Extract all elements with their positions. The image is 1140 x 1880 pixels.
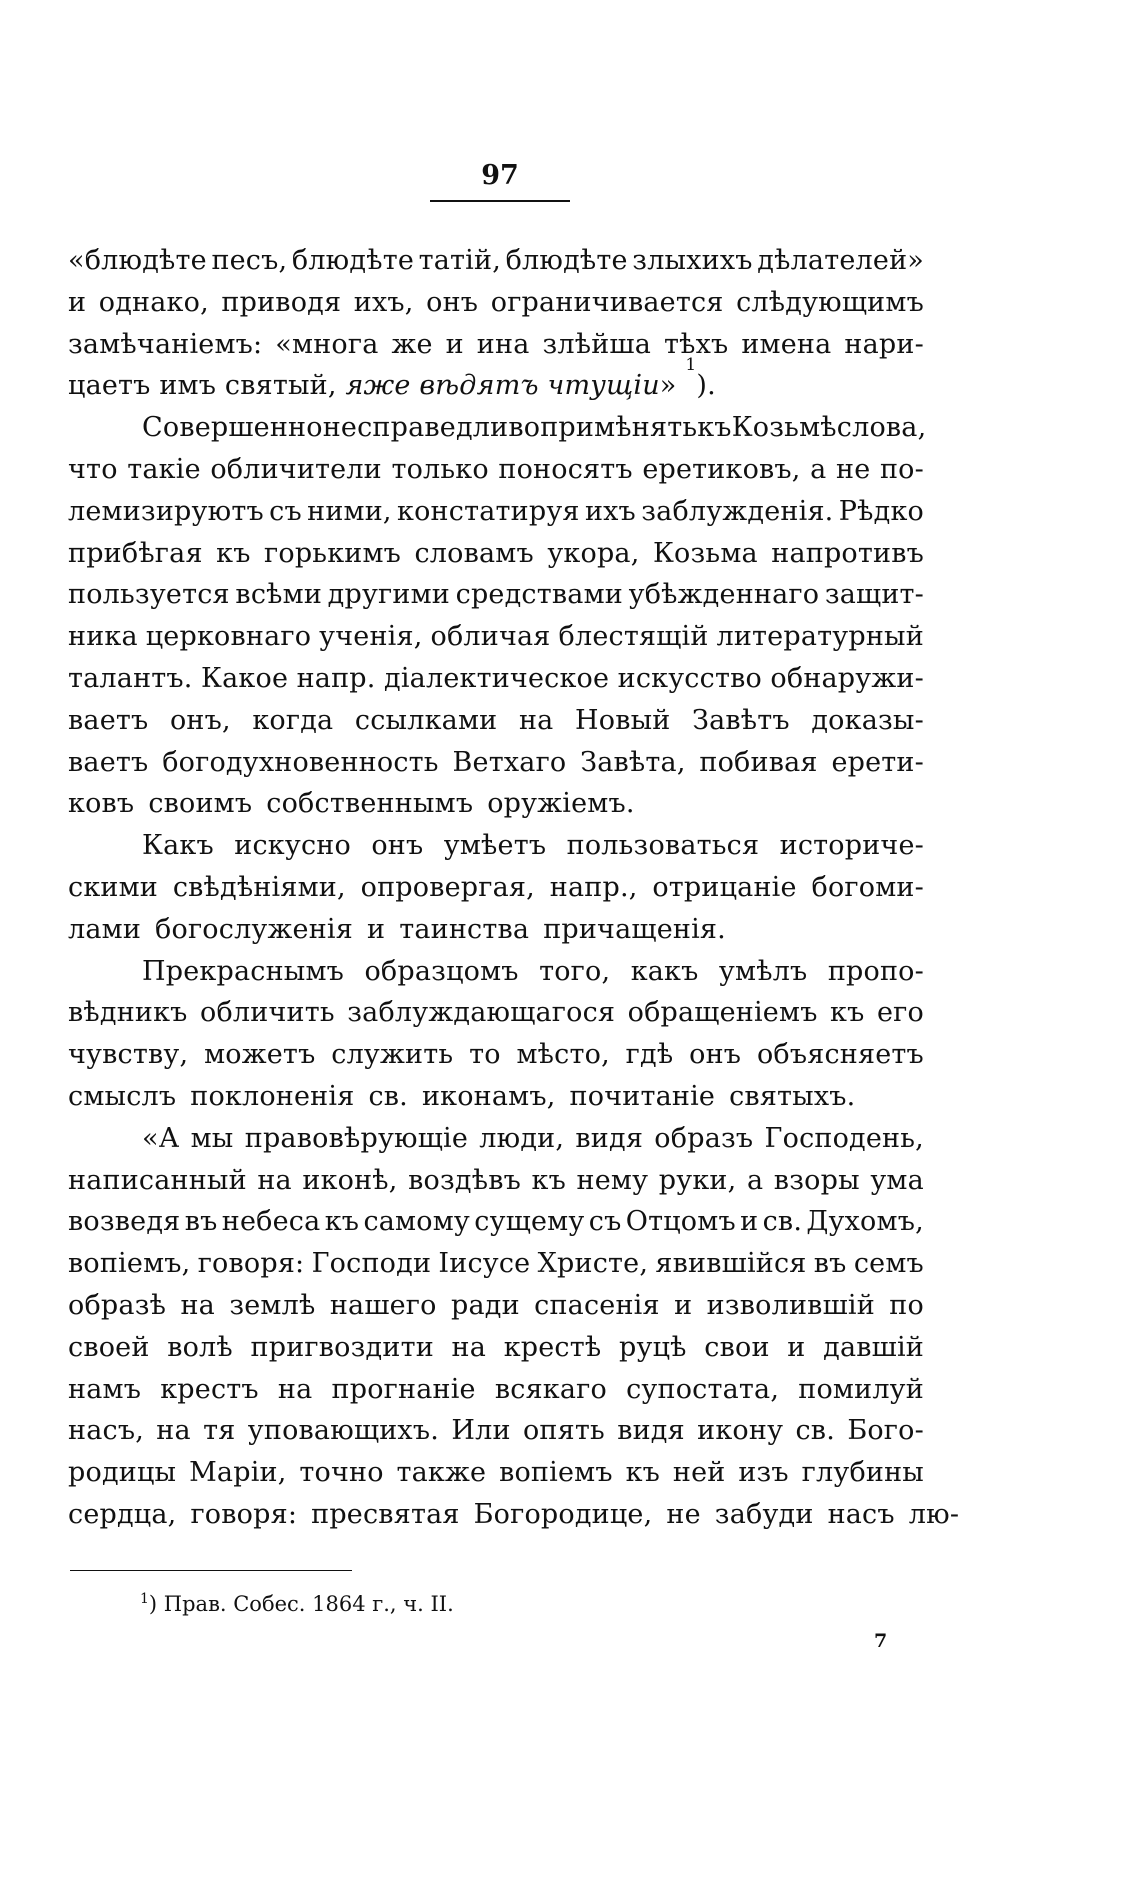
word: къ: [697, 412, 732, 444]
word: Ветхаго: [452, 746, 567, 778]
word: тѣхъ: [663, 328, 729, 360]
word: «многа: [275, 328, 379, 360]
word: Богородице,: [473, 1498, 653, 1530]
word: своимъ: [148, 788, 253, 820]
word: помилуй: [798, 1373, 924, 1405]
text-line: [68, 407, 927, 449]
word: опровергая,: [360, 871, 535, 903]
word: того,: [539, 955, 611, 987]
word: лю-: [908, 1498, 960, 1530]
word: изволившій: [706, 1289, 875, 1321]
signature-mark: 7: [874, 1630, 888, 1652]
word: Рѣдко: [838, 495, 924, 527]
word: къ: [830, 997, 865, 1029]
word: на: [518, 704, 554, 736]
text-line: [68, 658, 924, 700]
word: къ: [324, 1206, 360, 1238]
word: свѣдѣніями,: [172, 871, 346, 903]
word: св.: [795, 1415, 835, 1447]
word: ученія,: [319, 621, 423, 653]
word: на: [451, 1331, 487, 1363]
text-line: [68, 909, 924, 951]
word: средствами: [455, 579, 623, 611]
text-line: [68, 1410, 924, 1452]
text-line: [68, 1452, 924, 1494]
text-line: [68, 240, 924, 282]
word: воздѣвъ: [408, 1164, 521, 1196]
word: Какое: [201, 662, 289, 694]
word: когда: [252, 704, 334, 736]
text-line: [68, 867, 924, 909]
text-line: [68, 1118, 924, 1160]
word: не: [836, 453, 871, 485]
word: обличители: [210, 453, 382, 485]
word: Совершенно: [142, 412, 323, 444]
word: св.: [762, 1206, 803, 1238]
word: написанный: [68, 1164, 247, 1196]
word: церковнаго: [145, 621, 312, 653]
word: давшій: [823, 1331, 924, 1363]
text-segment: ).: [696, 370, 716, 402]
word: свои: [704, 1331, 770, 1363]
word: Маріи,: [189, 1457, 287, 1489]
word: ерети-: [831, 746, 924, 778]
word: напр.,: [549, 871, 638, 903]
word: къ: [531, 1164, 566, 1196]
word: отрицаніе: [652, 871, 797, 903]
word: спасенія: [534, 1289, 660, 1321]
word: на: [277, 1373, 313, 1405]
word: Козьмѣ: [731, 412, 837, 444]
word: ней: [672, 1457, 726, 1489]
word: землѣ: [229, 1289, 316, 1321]
word: объясняетъ: [756, 1039, 924, 1071]
word: умѣлъ: [718, 955, 808, 987]
word: пользоваться: [566, 830, 760, 862]
word: Какъ: [142, 830, 214, 862]
text-line: [68, 1369, 924, 1411]
word: заблуждающагося: [347, 997, 616, 1029]
word: еретиковъ,: [642, 453, 801, 485]
text-line: [68, 491, 924, 533]
word: поклоненія: [190, 1080, 355, 1112]
text-segment: »: [659, 370, 686, 402]
word: образцомъ: [364, 955, 519, 987]
word: взоры: [773, 1164, 860, 1196]
word: ина: [476, 328, 530, 360]
word: ковъ: [68, 788, 135, 820]
word: онъ: [689, 1039, 742, 1071]
word: напротивъ: [771, 537, 924, 569]
word: по: [889, 1289, 924, 1321]
word: и: [68, 286, 87, 318]
word: также: [396, 1457, 487, 1489]
word: на: [257, 1164, 292, 1196]
word: въ: [184, 1206, 218, 1238]
word: «блюдѣте: [68, 245, 207, 276]
word: Или: [451, 1415, 511, 1447]
word: руки,: [658, 1164, 737, 1196]
text-segment: цаетъ имъ святый,: [68, 370, 346, 402]
footnote-text: ) Прав. Собес. 1864 г., ч. II.: [148, 1592, 454, 1616]
word: дѣлателей»: [757, 245, 924, 276]
word: діалектическое: [384, 662, 610, 694]
word: Христе,: [537, 1248, 649, 1280]
text-line: [68, 1243, 924, 1285]
word: руцѣ: [619, 1331, 687, 1363]
word: всѣми: [235, 579, 323, 611]
footnote: [140, 1592, 454, 1616]
text-line: [68, 449, 924, 491]
word: литературный: [716, 621, 924, 653]
word: такіе: [127, 453, 201, 485]
word: Отцомъ: [625, 1206, 736, 1238]
word: злыхихъ: [632, 245, 753, 276]
word: только: [391, 453, 489, 485]
word: историче-: [779, 830, 924, 862]
word: Господень,: [764, 1122, 924, 1154]
word: правовѣрующіе: [244, 1122, 469, 1154]
word: скими: [68, 871, 158, 903]
text-line: [68, 700, 924, 742]
word: ваетъ: [68, 704, 149, 736]
word: таинства: [399, 913, 530, 945]
word: то: [469, 1039, 501, 1071]
word: на: [156, 1415, 191, 1447]
text-line: [68, 1494, 960, 1536]
word: къ: [216, 537, 251, 569]
word: нашего: [329, 1289, 437, 1321]
word: намъ: [68, 1373, 142, 1405]
word: уповающихъ.: [247, 1415, 440, 1447]
word: Козьма: [652, 537, 758, 569]
word: глубины: [801, 1457, 924, 1489]
italic-quote: яже вѣдятъ чтущіи: [345, 370, 660, 402]
word: почитаніе: [569, 1080, 716, 1112]
word: смыслъ: [68, 1080, 177, 1112]
word: татій,: [418, 245, 501, 276]
word: однако,: [98, 286, 209, 318]
word: гдѣ: [625, 1039, 674, 1071]
word: пресвятая: [311, 1498, 460, 1530]
word: злѣйша: [542, 328, 652, 360]
word: на: [180, 1289, 215, 1321]
word: богоми-: [811, 871, 924, 903]
word: Іисусе: [438, 1248, 531, 1280]
word: песъ,: [211, 245, 288, 276]
word: несправедливо: [322, 412, 541, 444]
word: искусство: [617, 662, 762, 694]
word: возведя: [68, 1206, 181, 1238]
word: горькимъ: [264, 537, 402, 569]
text-line: [68, 533, 924, 575]
page-number: 97: [481, 160, 519, 191]
body-text: [68, 240, 960, 1536]
word: ограничивается: [490, 286, 724, 318]
word: убѣжденнаго: [628, 579, 820, 611]
word: супостата,: [626, 1373, 780, 1405]
word: съ: [269, 495, 302, 527]
word: иконѣ,: [302, 1164, 398, 1196]
word: и: [367, 913, 386, 945]
word: его: [876, 997, 924, 1029]
word: ссылками: [354, 704, 498, 736]
word: лемизируютъ: [68, 495, 264, 527]
word: обнаружи-: [770, 662, 924, 694]
word: же: [391, 328, 433, 360]
word: «А: [142, 1122, 180, 1154]
word: и: [674, 1289, 693, 1321]
word: ваетъ: [68, 746, 149, 778]
word: мѣсто,: [516, 1039, 610, 1071]
word: съ: [588, 1206, 622, 1238]
word: обращеніемъ: [627, 997, 818, 1029]
word: ради: [450, 1289, 520, 1321]
word: Завѣтъ: [692, 704, 790, 736]
word: блюдѣте: [291, 245, 415, 276]
word: забуди: [714, 1498, 814, 1530]
word: опять: [522, 1415, 605, 1447]
text-line: [68, 783, 924, 825]
word: Новый: [575, 704, 671, 736]
word: икону: [697, 1415, 784, 1447]
word: нему: [576, 1164, 649, 1196]
word: богослуженія: [155, 913, 353, 945]
word: собственнымъ: [266, 788, 474, 820]
text-line: [68, 1285, 924, 1327]
word: другими: [327, 579, 450, 611]
word: чувству,: [68, 1039, 189, 1071]
word: прибѣгая: [68, 537, 203, 569]
word: образѣ: [68, 1289, 167, 1321]
word: замѣчаніемъ:: [68, 328, 263, 360]
word: Духомъ,: [806, 1206, 924, 1238]
word: лами: [68, 913, 142, 945]
word: Прекраснымъ: [142, 955, 345, 987]
word: и: [445, 328, 464, 360]
word: волѣ: [167, 1331, 233, 1363]
word: иконамъ,: [421, 1080, 556, 1112]
word: небеса: [221, 1206, 321, 1238]
text-line: [68, 355, 924, 407]
word: защит-: [824, 579, 924, 611]
word: святыхъ.: [729, 1080, 856, 1112]
word: слова,: [836, 412, 927, 444]
text-line: [68, 1327, 924, 1369]
word: поносятъ: [498, 453, 633, 485]
word: видя: [575, 1122, 644, 1154]
word: говоря:: [190, 1498, 298, 1530]
word: своей: [68, 1331, 150, 1363]
word: и: [787, 1331, 806, 1363]
word: приводя: [221, 286, 342, 318]
footnote-marker: 1: [140, 1591, 149, 1607]
word: напр.: [296, 662, 376, 694]
word: богодухновенность: [162, 746, 439, 778]
word: сущему: [474, 1206, 585, 1238]
word: ихъ: [584, 495, 636, 527]
word: пригвоздити: [250, 1331, 434, 1363]
footnote-reference: 1: [685, 355, 697, 376]
text-line: [68, 992, 924, 1034]
word: мы: [190, 1122, 234, 1154]
text-line: [68, 951, 924, 993]
word: ума: [870, 1164, 924, 1196]
word: образъ: [654, 1122, 754, 1154]
text-line: [68, 324, 924, 366]
text-line: [68, 574, 924, 616]
word: а: [810, 453, 827, 485]
word: талантъ.: [68, 662, 193, 694]
word: вопіемъ,: [68, 1248, 191, 1280]
page-number-rule: [430, 200, 570, 202]
word: нари-: [844, 328, 924, 360]
text-line: [68, 616, 924, 658]
word: обличая: [430, 621, 551, 653]
word: служить: [331, 1039, 454, 1071]
word: сердца,: [68, 1498, 177, 1530]
word: къ: [625, 1457, 661, 1489]
word: что: [68, 453, 118, 485]
word: какъ: [630, 955, 699, 987]
word: прогнаніе: [331, 1373, 476, 1405]
word: пользуется: [68, 579, 230, 611]
text-line: [68, 742, 924, 784]
text-line: [68, 282, 924, 324]
word: видя: [617, 1415, 685, 1447]
word: семъ: [853, 1248, 924, 1280]
word: заблужденія.: [641, 495, 834, 527]
word: а: [746, 1164, 764, 1196]
word: можетъ: [204, 1039, 316, 1071]
word: родицы: [68, 1457, 177, 1489]
word: блюдѣте: [505, 245, 628, 276]
word: блестящій: [558, 621, 709, 653]
word: укора,: [547, 537, 640, 569]
word: обличить: [200, 997, 335, 1029]
text-line: [68, 1076, 924, 1118]
word: причащенія.: [543, 913, 726, 945]
word: крестъ: [160, 1373, 259, 1405]
word: люди,: [479, 1122, 565, 1154]
footnote-rule: [70, 1570, 352, 1571]
word: въ: [813, 1248, 847, 1280]
word: тя: [203, 1415, 236, 1447]
word: по-: [879, 453, 924, 485]
word: ника: [68, 621, 138, 653]
text-line: [68, 1034, 924, 1076]
word: самому: [363, 1206, 471, 1238]
word: изъ: [738, 1457, 789, 1489]
word: явившійся: [655, 1248, 807, 1280]
word: св.: [368, 1080, 408, 1112]
word: оружіемъ.: [487, 788, 635, 820]
word: ихъ,: [353, 286, 414, 318]
word: насъ: [827, 1498, 895, 1530]
word: словамъ: [414, 537, 534, 569]
word: онъ: [371, 830, 424, 862]
word: умѣетъ: [443, 830, 547, 862]
word: всякаго: [494, 1373, 607, 1405]
word: Бого-: [847, 1415, 924, 1447]
word: доказы-: [811, 704, 924, 736]
word: ними,: [307, 495, 392, 527]
word: говоря:: [197, 1248, 305, 1280]
word: точно: [299, 1457, 384, 1489]
word: крестѣ: [503, 1331, 602, 1363]
word: слѣдующимъ: [736, 286, 924, 318]
word: вопіемъ: [499, 1457, 613, 1489]
word: насъ,: [68, 1415, 144, 1447]
word: искусно: [234, 830, 351, 862]
word: Господи: [311, 1248, 432, 1280]
word: Завѣта,: [580, 746, 686, 778]
word: онъ: [426, 286, 479, 318]
word: пропо-: [827, 955, 924, 987]
word: примѣнять: [540, 412, 698, 444]
word: вѣдникъ: [68, 997, 188, 1029]
text-line: [68, 1201, 924, 1243]
word: онъ,: [169, 704, 231, 736]
text-line: [68, 1160, 924, 1202]
word: и: [740, 1206, 759, 1238]
word: констатируя: [397, 495, 580, 527]
word: не: [666, 1498, 701, 1530]
word: побивая: [699, 746, 818, 778]
text-line: [68, 825, 924, 867]
word: имена: [741, 328, 832, 360]
